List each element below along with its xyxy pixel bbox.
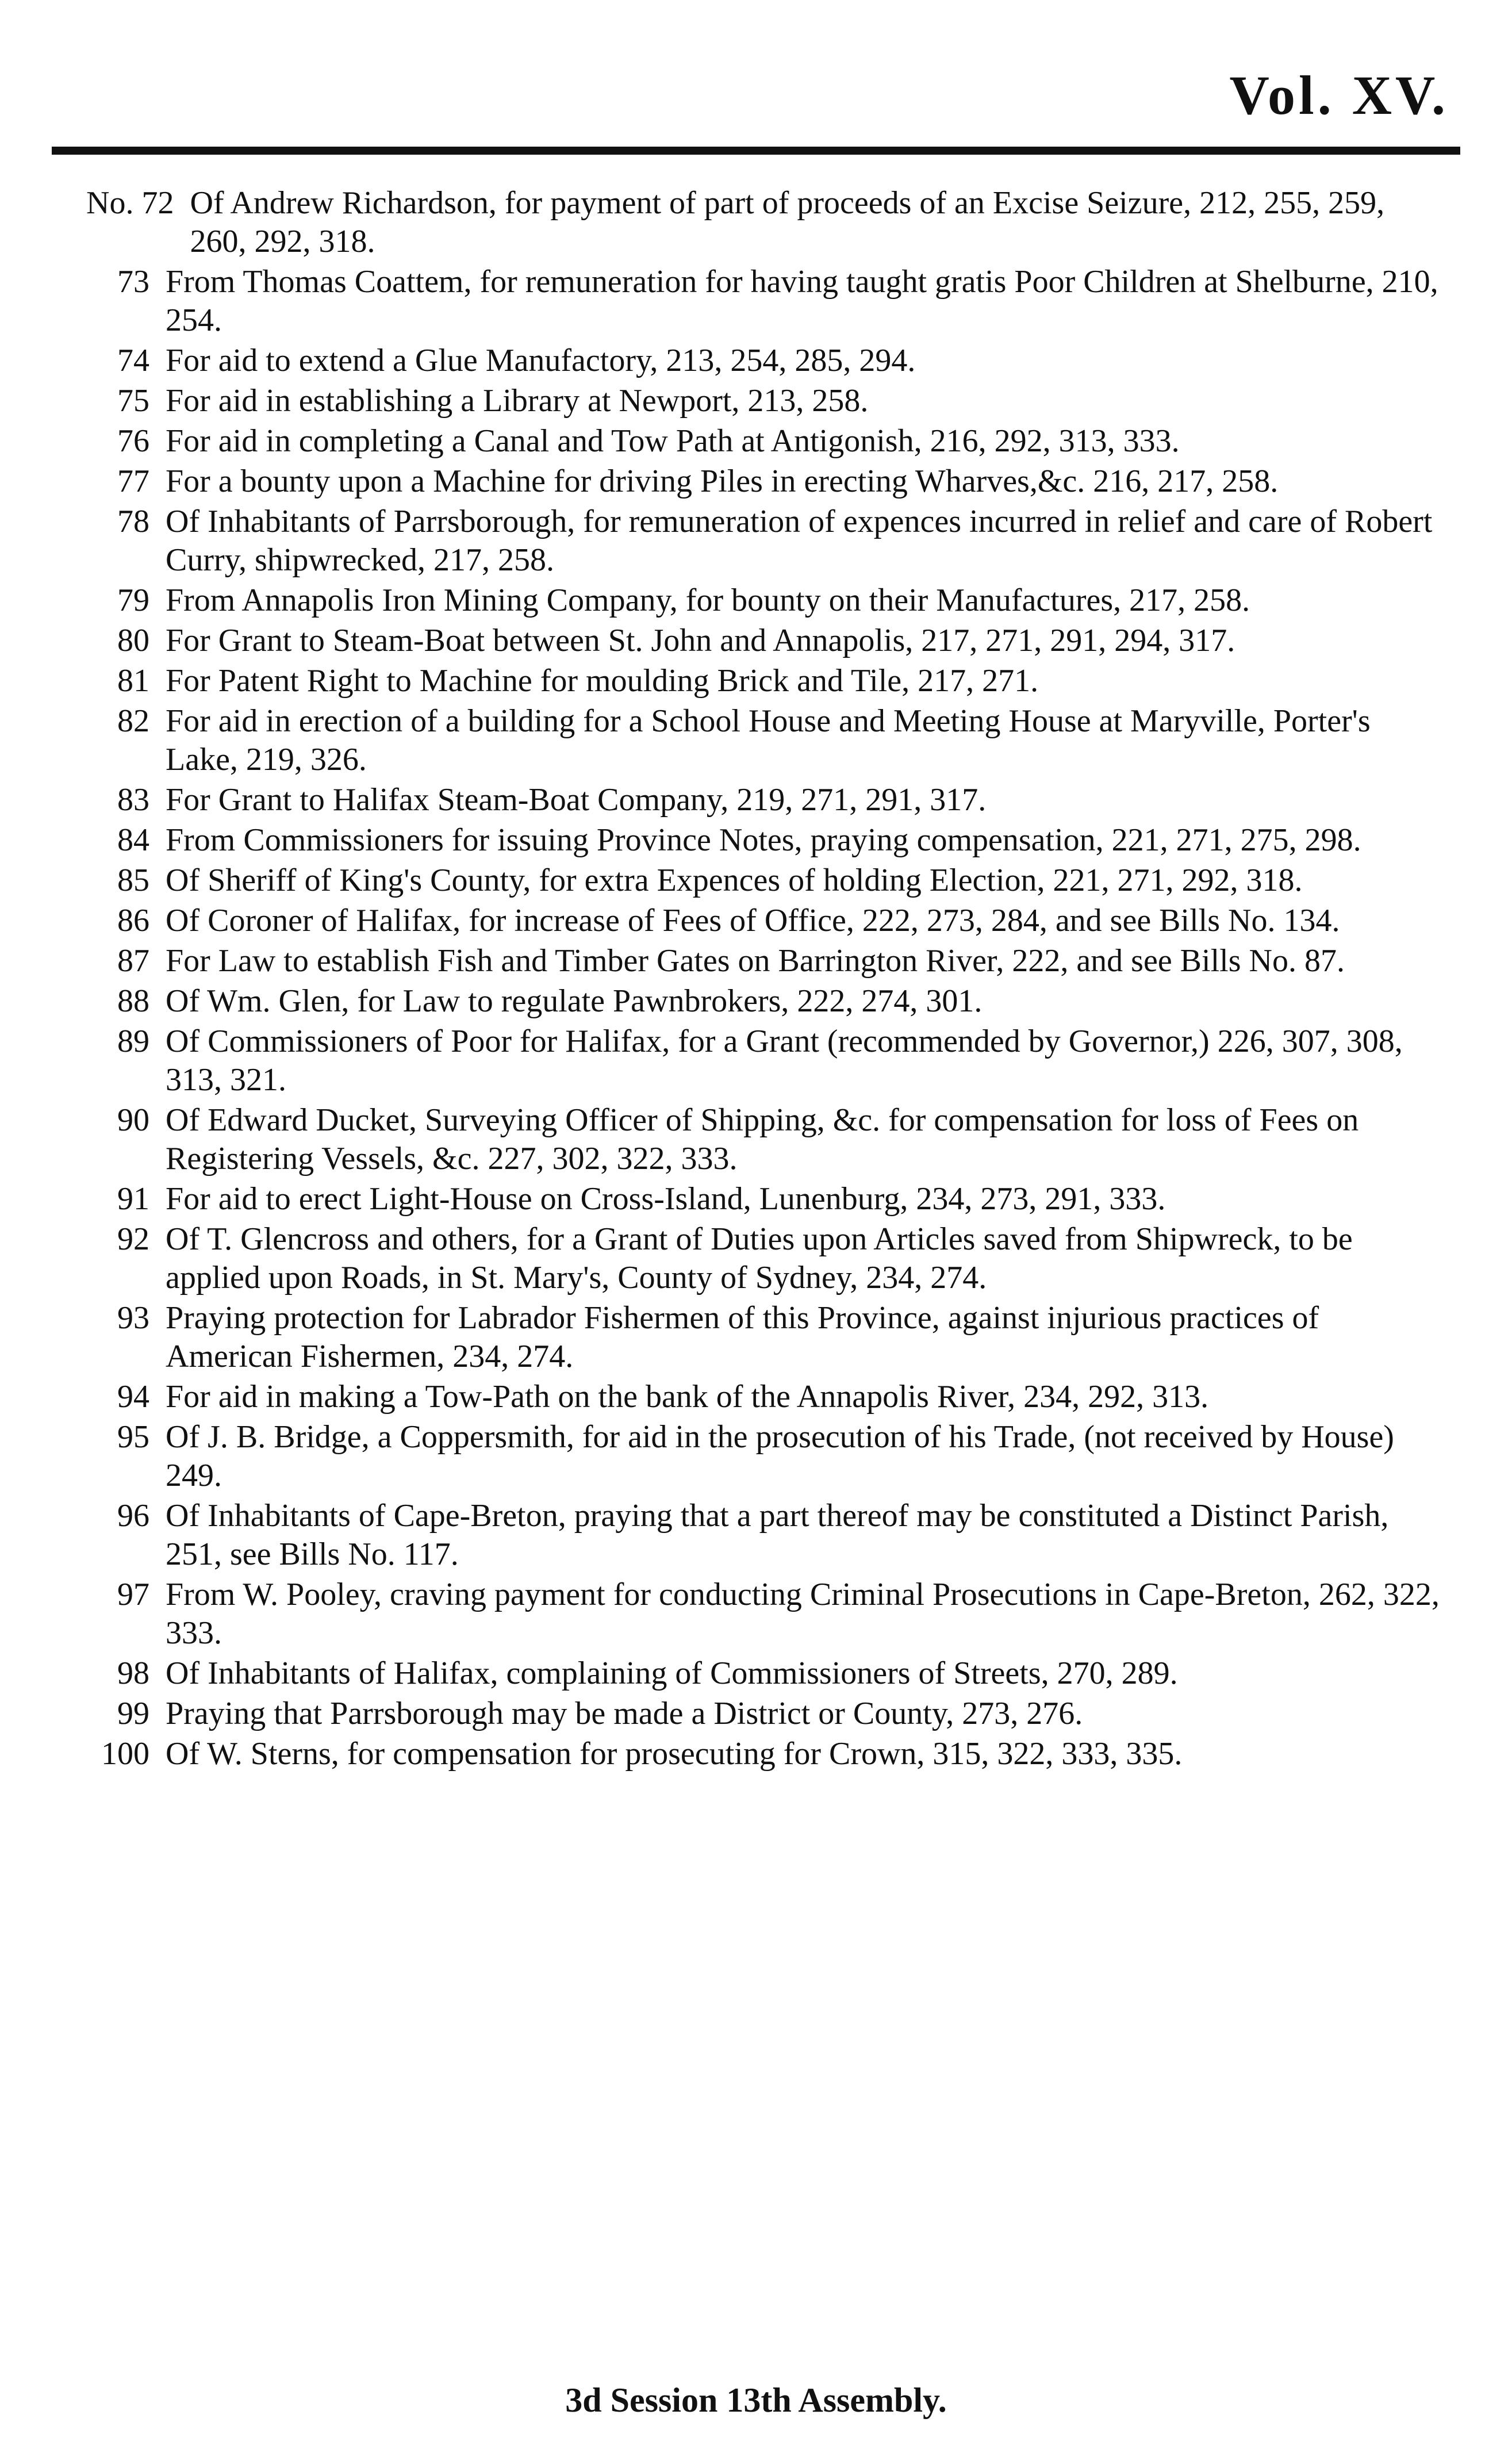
list-item (86, 1735, 1449, 1773)
entry-text: Of T. Glencross and others, for a Grant of Duties upon Articles saved from Shipwreck, to be applied upon Roads, in St. Mary's, County of Sydney, 234, 274. (166, 1221, 1353, 1296)
list-item (86, 342, 1449, 380)
entry-text: Praying that Parrsborough may be made a District or County, 273, 276. (166, 1696, 1083, 1731)
list-item (86, 1497, 1449, 1574)
entry-text: Of J. B. Bridge, a Coppersmith, for aid in the prosecution of his Trade, (not received by House) 249. (166, 1419, 1394, 1493)
list-item (86, 942, 1449, 980)
list-item (86, 1022, 1449, 1099)
entry-text: From Commissioners for issuing Province Notes, praying compensation, 221, 271, 275, 298. (166, 822, 1361, 858)
list-item (86, 662, 1449, 700)
entry-number: 82 (117, 703, 149, 739)
list-item (86, 982, 1449, 1021)
entry-text: For Patent Right to Machine for moulding Brick and Tile, 217, 271. (166, 663, 1039, 699)
entry-number: 80 (117, 623, 149, 658)
list-item (86, 1220, 1449, 1297)
entry-text: Of Inhabitants of Cape-Breton, praying that a part thereof may be constituted a Distinct Parish, 251, see Bills No. 117. (166, 1498, 1389, 1572)
list-item (86, 503, 1449, 580)
list-item (86, 861, 1449, 900)
list-item (86, 184, 1449, 261)
list-item (86, 1378, 1449, 1416)
entry-text: Of Inhabitants of Halifax, complaining of Commissioners of Streets, 270, 289. (166, 1655, 1178, 1691)
entry-number: No. 72 (86, 185, 174, 221)
entry-text: Of Sheriff of King's County, for extra Expences of holding Election, 221, 271, 292, 318. (166, 863, 1303, 898)
list-item (86, 1576, 1449, 1653)
entry-number: 87 (117, 943, 149, 979)
list-item (86, 622, 1449, 660)
page-footer-session: 3d Session 13th Assembly. (565, 2381, 947, 2419)
list-item (86, 781, 1449, 819)
entry-text: Of Commissioners of Poor for Halifax, for a Grant (recommended by Governor,) 226, 307, 308, 313, 321. (166, 1024, 1403, 1098)
entry-text: Of Edward Ducket, Surveying Officer of Shipping, &c. for compensation for loss of Fees on Registering Vessels, &c. 227, 302, 322, 333. (166, 1102, 1359, 1176)
list-item (86, 1299, 1449, 1376)
entry-number: 99 (117, 1696, 149, 1731)
entry-text: For aid in completing a Canal and Tow Path at Antigonish, 216, 292, 313, 333. (166, 423, 1180, 459)
entry-number: 81 (117, 663, 149, 699)
entry-number: 79 (117, 582, 149, 618)
entry-number: 97 (117, 1577, 149, 1612)
list-item (86, 382, 1449, 420)
entry-text: For Grant to Halifax Steam-Boat Company, 219, 271, 291, 317. (166, 782, 987, 818)
entry-text: For aid to erect Light-House on Cross-Island, Lunenburg, 234, 273, 291, 333. (166, 1181, 1166, 1217)
entry-text: Of Coroner of Halifax, for increase of Fees of Office, 222, 273, 284, and see Bills No. 134. (166, 903, 1340, 938)
entry-number: 88 (117, 983, 149, 1019)
entry-number: 75 (117, 383, 149, 419)
list-item (86, 462, 1449, 501)
entry-number: 93 (117, 1300, 149, 1336)
entry-text: Praying protection for Labrador Fishermen of this Province, against injurious practices of American Fishermen, 234, 274. (166, 1300, 1319, 1374)
list-item (86, 1654, 1449, 1693)
entry-text: From Thomas Coattem, for remuneration for having taught gratis Poor Children at Shelburne, 210, 254. (166, 264, 1438, 338)
entry-text: For aid to extend a Glue Manufactory, 213, 254, 285, 294. (166, 343, 916, 378)
entry-text: For aid in establishing a Library at Newport, 213, 258. (166, 383, 869, 419)
list-item (86, 1695, 1449, 1733)
entry-text: From W. Pooley, craving payment for conducting Criminal Prosecutions in Cape-Breton, 262, 322, 333. (166, 1577, 1440, 1651)
list-item (86, 1180, 1449, 1218)
entry-text: For Grant to Steam-Boat between St. John and Annapolis, 217, 271, 291, 294, 317. (166, 623, 1235, 658)
entry-number: 86 (117, 903, 149, 938)
entry-number: 96 (117, 1498, 149, 1534)
entry-text: Of W. Sterns, for compensation for prosecuting for Crown, 315, 322, 333, 335. (166, 1736, 1183, 1772)
entry-number: 92 (117, 1221, 149, 1257)
entry-number: 98 (117, 1655, 149, 1691)
entry-number: 91 (117, 1181, 149, 1217)
entry-text: For aid in making a Tow-Path on the bank of the Annapolis River, 234, 292, 313. (166, 1379, 1209, 1415)
list-item (86, 422, 1449, 461)
list-item (86, 902, 1449, 940)
entry-number: 94 (117, 1379, 149, 1415)
entry-number: 78 (117, 504, 149, 539)
entry-number: 76 (117, 423, 149, 459)
entry-text: From Annapolis Iron Mining Company, for bounty on their Manufactures, 217, 258. (166, 582, 1250, 618)
entry-number: 77 (117, 463, 149, 499)
entry-text: Of Andrew Richardson, for payment of part of proceeds of an Excise Seizure, 212, 255, 259, 260, 292, 318. (190, 185, 1385, 259)
header-rule (52, 147, 1460, 155)
list-item (86, 1418, 1449, 1495)
entry-text: For aid in erection of a building for a School House and Meeting House at Maryville, Porter's Lake, 219, 326. (166, 703, 1371, 777)
entry-number: 85 (117, 863, 149, 898)
entry-number: 84 (117, 822, 149, 858)
list-item (86, 581, 1449, 620)
entry-number: 100 (101, 1736, 149, 1772)
entry-text: Of Inhabitants of Parrsborough, for remuneration of expences incurred in relief and care of Robert Curry, shipwrecked, 217, 258. (166, 504, 1433, 578)
entry-number: 95 (117, 1419, 149, 1455)
entry-number: 89 (117, 1024, 149, 1059)
list-item (86, 263, 1449, 340)
petition-index-list (86, 184, 1449, 1775)
entry-number: 83 (117, 782, 149, 818)
entry-number: 73 (117, 264, 149, 300)
entry-number: 90 (117, 1102, 149, 1138)
entry-text: Of Wm. Glen, for Law to regulate Pawnbrokers, 222, 274, 301. (166, 983, 983, 1019)
entry-text: For Law to establish Fish and Timber Gates on Barrington River, 222, and see Bills No. 87. (166, 943, 1345, 979)
list-item (86, 821, 1449, 860)
page-header-volume: Vol. XV. (1229, 64, 1449, 126)
list-item (86, 1101, 1449, 1178)
entry-text: For a bounty upon a Machine for driving Piles in erecting Wharves,&c. 216, 217, 258. (166, 463, 1279, 499)
entry-number: 74 (117, 343, 149, 378)
list-item (86, 702, 1449, 779)
